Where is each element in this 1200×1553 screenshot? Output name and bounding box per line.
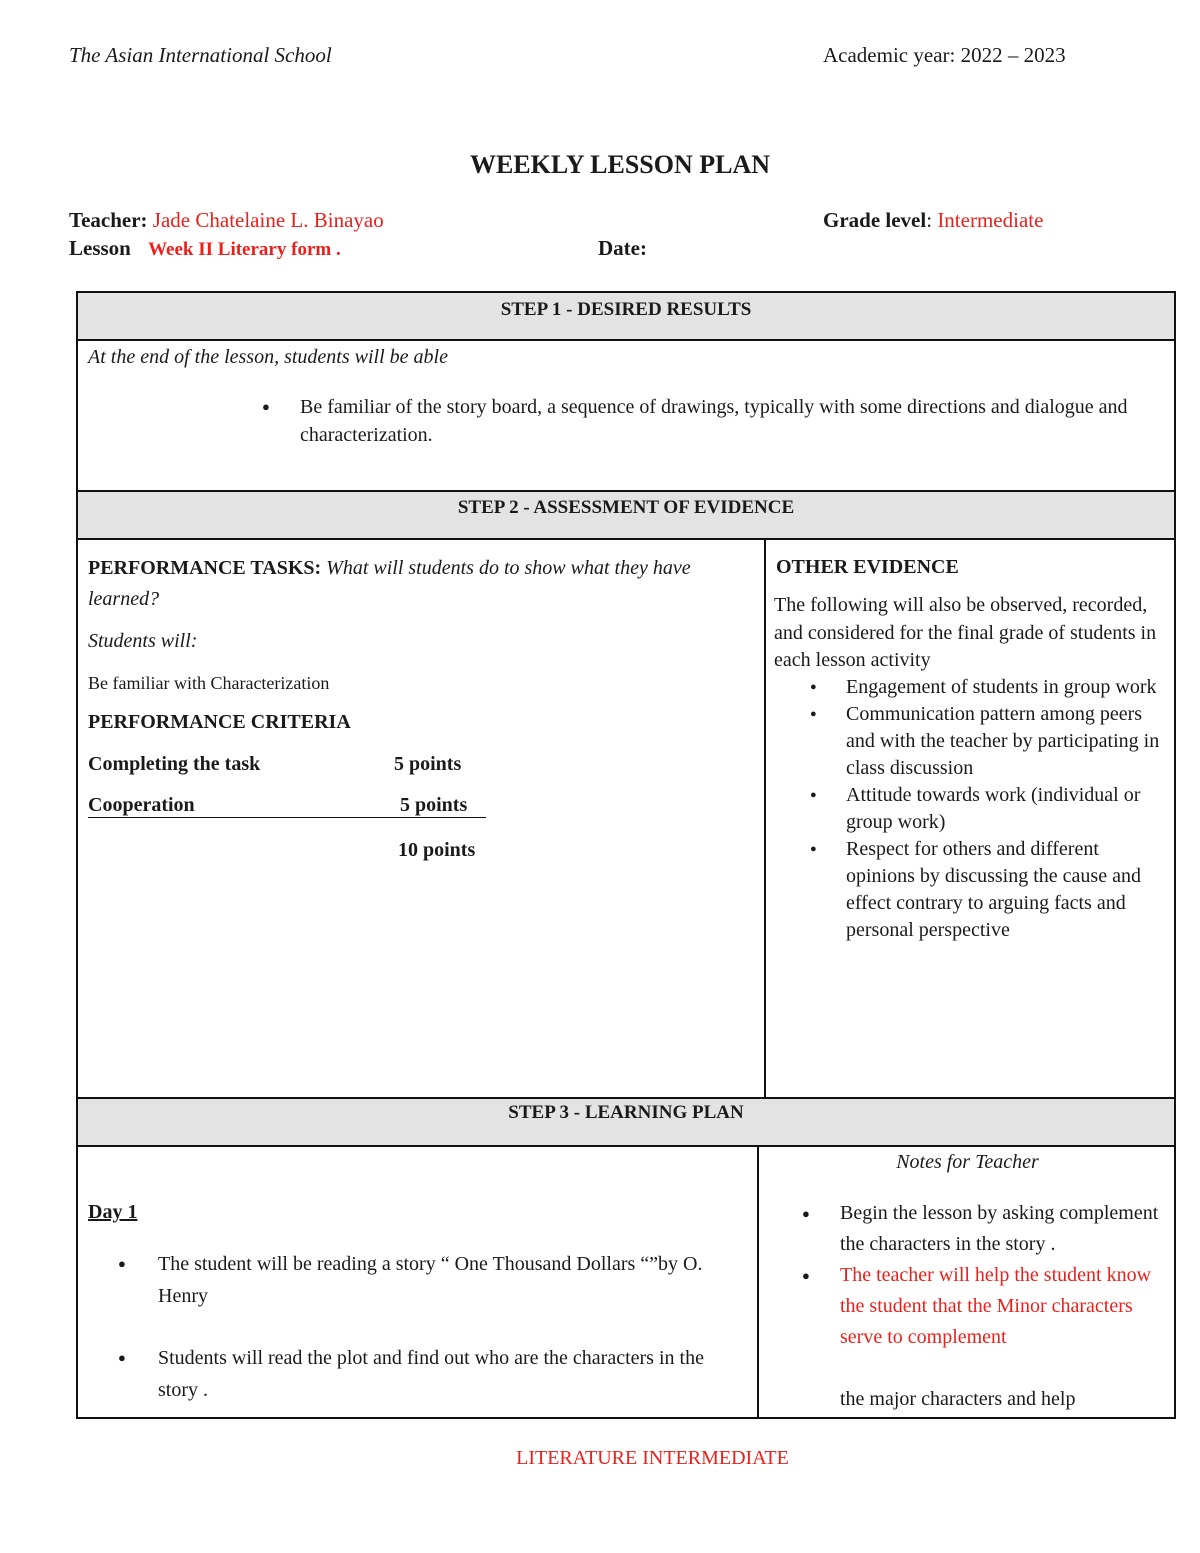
step3-heading: STEP 3 - LEARNING PLAN bbox=[78, 1099, 1174, 1147]
teacher-notes bbox=[840, 1198, 1165, 1353]
other-evidence-heading: OTHER EVIDENCE bbox=[776, 556, 959, 578]
lesson-line bbox=[69, 236, 341, 261]
list-item: ● Engagement of students in group work bbox=[846, 674, 1166, 701]
list-item: ● Respect for others and different opinions by discussing the cause and effect contrary to arguing facts and personal perspective bbox=[846, 836, 1166, 944]
grade-line bbox=[823, 208, 1043, 233]
list-item: ● Students will read the plot and find out who are the characters in the story . bbox=[158, 1342, 748, 1406]
list-item: ● The teacher will help the student know the student that the Minor characters serve to complement bbox=[840, 1260, 1165, 1353]
column-divider bbox=[764, 540, 766, 1099]
students-will: Students will: bbox=[88, 630, 198, 652]
criterion-label: Cooperation bbox=[88, 794, 195, 816]
grade-sep: : bbox=[926, 208, 933, 232]
tasks-label: PERFORMANCE TASKS: bbox=[88, 557, 322, 579]
criterion-points: 5 points bbox=[394, 753, 462, 775]
criterion-row-underlined bbox=[88, 793, 486, 818]
day-heading: Day 1 bbox=[88, 1201, 138, 1223]
teacher-name: Jade Chatelaine L. Binayao bbox=[152, 208, 384, 232]
list-item: ● Attitude towards work (individual or group work) bbox=[846, 782, 1166, 836]
step2-heading: STEP 2 - ASSESSMENT OF EVIDENCE bbox=[78, 492, 1174, 540]
list-item: ● Begin the lesson by asking complement the characters in the story . bbox=[840, 1198, 1165, 1260]
footer-text: LITERATURE INTERMEDIATE bbox=[516, 1447, 789, 1469]
notes-heading: Notes for Teacher bbox=[896, 1151, 1039, 1173]
school-name: The Asian International School bbox=[69, 43, 332, 67]
notes-tail: the major characters and help bbox=[840, 1388, 1076, 1410]
criterion-points: 5 points bbox=[400, 794, 468, 816]
teacher-line bbox=[69, 208, 384, 233]
grade-value: Intermediate bbox=[937, 208, 1044, 232]
grade-label: Grade level bbox=[823, 208, 927, 232]
day-activities bbox=[158, 1248, 748, 1406]
familiar-text: Be familiar with Characterization bbox=[88, 673, 330, 693]
academic-year: Academic year: 2022 – 2023 bbox=[823, 43, 1066, 67]
step1-intro: At the end of the lesson, students will be able bbox=[88, 346, 448, 368]
performance-tasks bbox=[88, 553, 753, 615]
list-item: ● Communication pattern among peers and with the teacher by participating in class discussion bbox=[846, 701, 1166, 782]
tasks-question: What will students do to show what they have learned? bbox=[88, 557, 691, 610]
list-item: ● Be familiar of the story board, a sequence of drawings, typically with some directions and dialogue and characterization. bbox=[300, 393, 1160, 449]
date-label: Date: bbox=[598, 236, 647, 260]
list-item: ● The student will be reading a story “ One Thousand Dollars “”by O. Henry bbox=[158, 1248, 748, 1312]
lesson-plan-table bbox=[76, 291, 1176, 1419]
page-title: WEEKLY LESSON PLAN bbox=[469, 150, 771, 179]
criteria-heading: PERFORMANCE CRITERIA bbox=[88, 711, 351, 733]
step1-heading: STEP 1 - DESIRED RESULTS bbox=[78, 293, 1174, 341]
other-evidence-list bbox=[846, 674, 1166, 944]
other-evidence-intro: The following will also be observed, recorded, and considered for the final grade of students in each lesson activity bbox=[774, 594, 1157, 671]
column-divider bbox=[757, 1147, 759, 1419]
criterion-label: Completing the task bbox=[88, 753, 261, 775]
teacher-label: Teacher: bbox=[69, 208, 148, 232]
lesson-label: Lesson bbox=[69, 236, 131, 260]
lesson-value: Week II Literary form . bbox=[148, 239, 341, 260]
criteria-total: 10 points bbox=[398, 839, 476, 861]
step1-bullets bbox=[300, 393, 1160, 449]
